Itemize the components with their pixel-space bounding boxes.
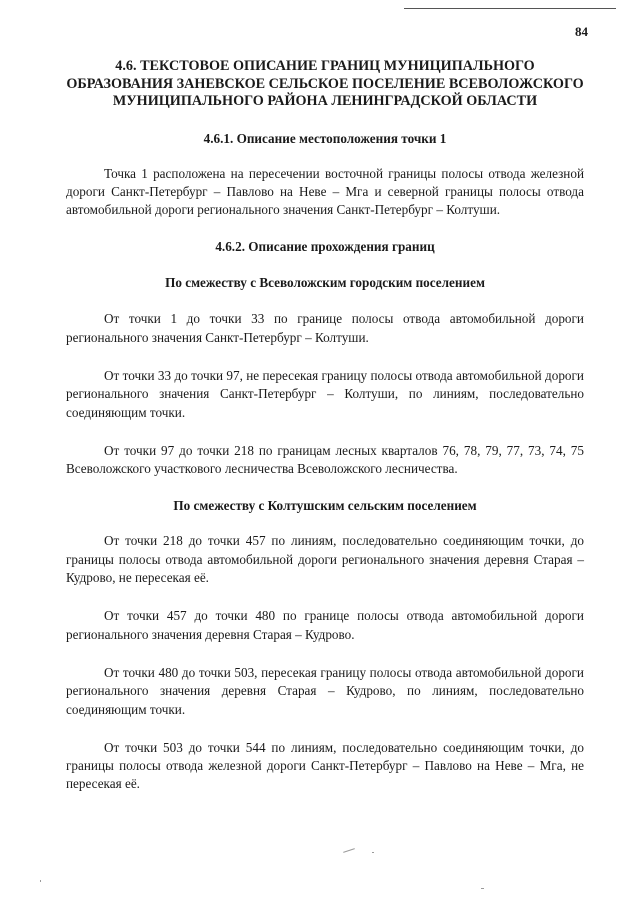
border-paragraph: От точки 1 до точки 33 по границе полосы отвода автомобильной дороги регионального значения Санкт-Петербург – Колтуши. [66, 311, 584, 345]
section-4-6-2-heading: 4.6.2. Описание прохождения границ [215, 239, 435, 255]
scan-artifact [40, 880, 41, 882]
header-rule [404, 8, 616, 9]
border-paragraph: От точки 33 до точки 97, не пересекая границу полосы отвода автомобильной дороги регионального значения Санкт-Петербург – Колтуши, по линиям, последовательно соединяющим точки. [66, 367, 584, 420]
scan-artifact [481, 888, 484, 889]
chapter-heading: 4.6. ТЕКСТОВОЕ ОПИСАНИЕ ГРАНИЦ МУНИЦИПАЛЬНОГО ОБРАЗОВАНИЯ ЗАНЕВСКОЕ СЕЛЬСКОЕ ПОСЕЛЕНИЕ ВСЕВОЛОЖСКОГО МУНИЦИПАЛЬНОГО РАЙОНА ЛЕНИНГРАДСКОЙ ОБЛАСТИ [66, 58, 584, 109]
border-paragraph: От точки 457 до точки 480 по границе полосы отвода автомобильной дороги регионального значения деревня Старая – Кудрово. [66, 608, 584, 642]
section-4-6-1-heading: 4.6.1. Описание местоположения точки 1 [203, 130, 447, 146]
koltushi-border-heading: По смежеству с Колтушским сельским поселением [173, 498, 477, 514]
vsevolozhsk-border-heading: По смежеству с Всеволожским городским поселением [165, 275, 485, 291]
page-content [66, 58, 584, 794]
point-1-description: Точка 1 расположена на пересечении восточной границы полосы отвода железной дороги Санкт-Петербург – Павлово на Неве – Мга и северной границы полосы отвода автомобильной дороги регионального значения Санкт-Петербург – Колтуши. [66, 165, 584, 218]
border-paragraph: От точки 218 до точки 457 по линиям, последовательно соединяющим точки, до границы полосы отвода автомобильной дороги регионального значения деревня Старая – Кудрово, не пересекая её. [66, 533, 584, 586]
scan-artifact [372, 852, 374, 853]
border-paragraph: От точки 503 до точки 544 по линиям, последовательно соединяющим точки, до границы полосы отвода железной дороги Санкт-Петербург – Павлово на Неве – Мга, не пересекая её. [66, 739, 584, 792]
border-paragraph: От точки 97 до точки 218 по границам лесных кварталов 76, 78, 79, 77, 73, 74, 75 Всеволожского участкового лесничества Всеволожского лесничества. [66, 442, 584, 477]
page-number: 84 [575, 24, 588, 39]
border-paragraph: От точки 480 до точки 503, пересекая границу полосы отвода автомобильной дороги регионального значения деревня Старая – Кудрово, по линиям, последовательно соединяющим точки. [66, 664, 584, 717]
scan-artifact [343, 848, 355, 853]
